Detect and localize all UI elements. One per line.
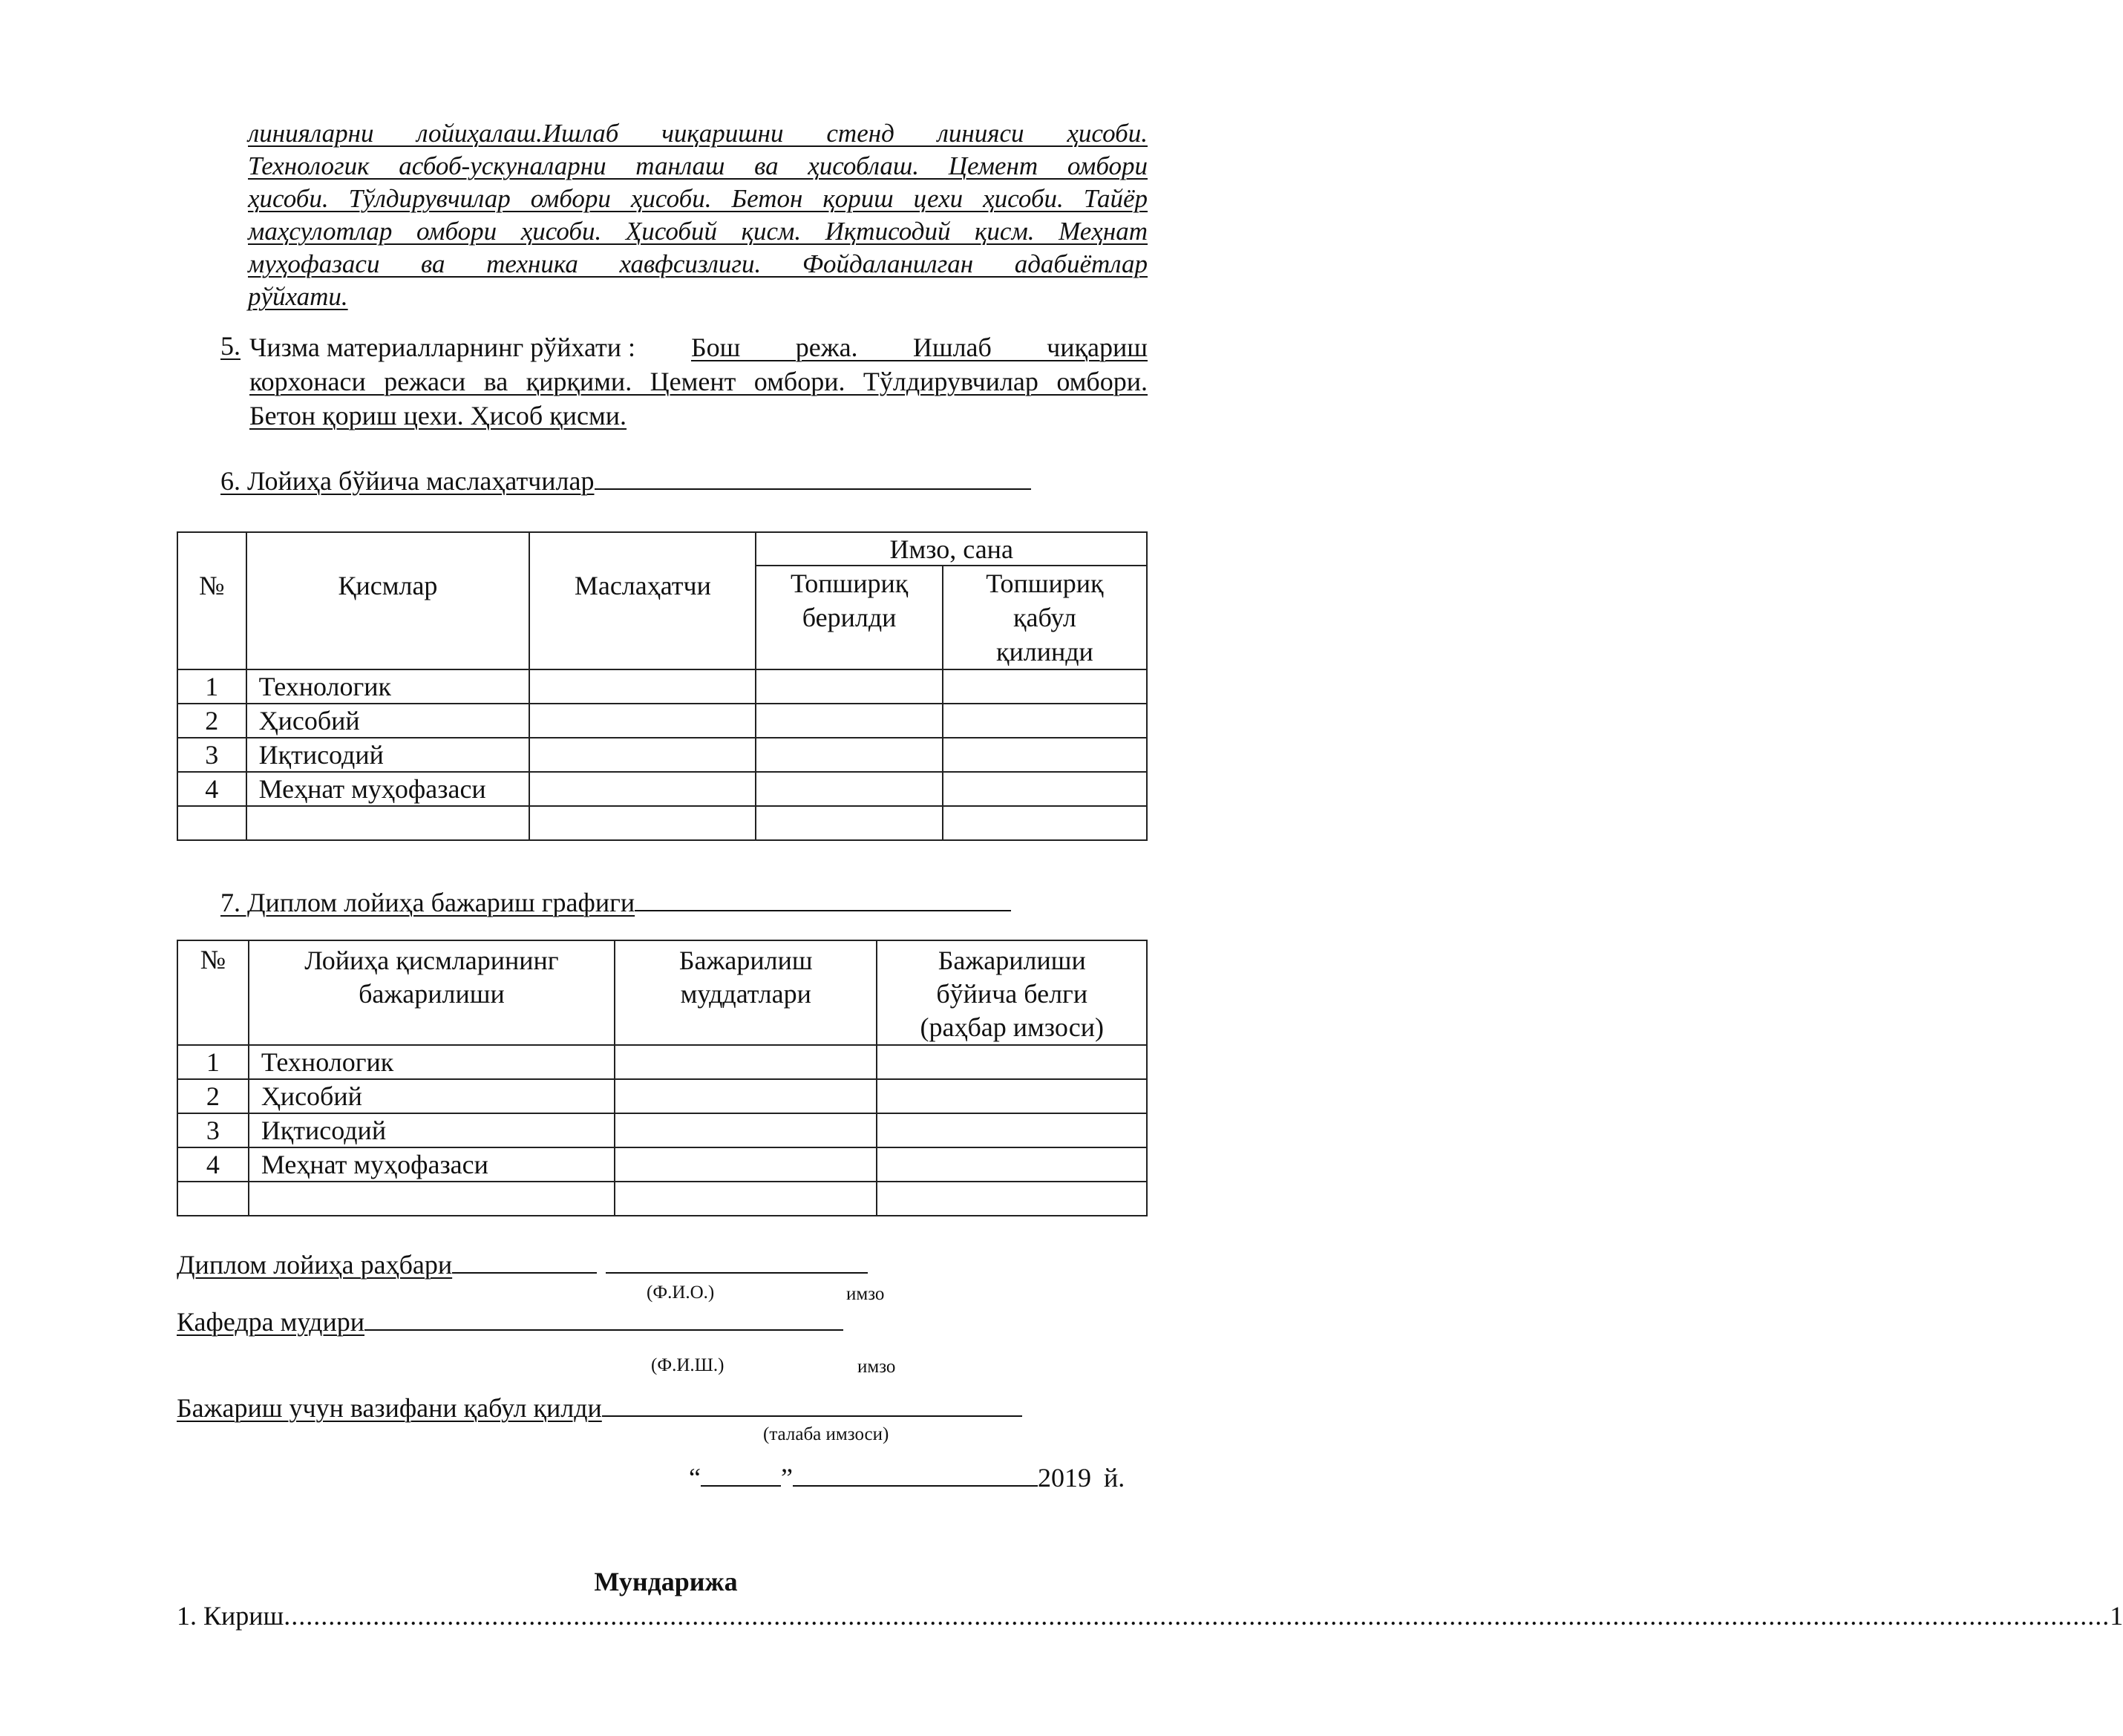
deadline-cell[interactable]: [615, 1147, 877, 1182]
contents-item[interactable]: [177, 1600, 2123, 1631]
table-row: [177, 806, 1147, 840]
given-cell[interactable]: [756, 704, 942, 738]
header-no: №: [177, 532, 246, 669]
header-task-accepted: Топшириқ қабул қилинди: [943, 566, 1147, 669]
consultant-cell[interactable]: [529, 806, 756, 840]
contents-title: Мундарижа: [594, 1567, 738, 1596]
consultant-cell[interactable]: [529, 669, 756, 704]
given-cell[interactable]: [756, 738, 942, 772]
table-row: 3 Иқтисодий: [177, 1113, 1147, 1147]
consultant-cell[interactable]: [529, 738, 756, 772]
student-sign-caption: (талаба имзоси): [763, 1424, 889, 1444]
table-row: 2 Ҳисобий: [177, 704, 1147, 738]
accepted-cell[interactable]: [943, 738, 1147, 772]
header-parts: Лойиҳа қисмларининг бажарилиши: [249, 940, 615, 1045]
section4-line: муҳофазаси ва техника хавфсизлиги. Фойдаланилган адабиётлар: [248, 249, 1148, 278]
section4-line: маҳсулотлар омбори ҳисоби. Ҳисобий қисм. Иқтисодий қисм. Меҳнат: [248, 217, 1148, 246]
supervisor-signature: [177, 1249, 868, 1280]
section4-line: Технологик асбоб-ускуналарни танлаш ва ҳисоблаш. Цемент омбори: [248, 151, 1148, 180]
mark-cell[interactable]: [877, 1045, 1147, 1079]
date-open-quote: “: [689, 1463, 701, 1493]
head-label: Кафедра мудири: [177, 1307, 365, 1337]
accepted-label: Бажариш учун вазифани қабул қилди: [177, 1393, 602, 1423]
section5-line: корхонаси режаси ва қирқими. Цемент омбори. Тўлдирувчилар омбори.: [249, 367, 1148, 396]
table-header-row: [177, 940, 1147, 1045]
accepted-signature: [177, 1392, 1022, 1424]
section4-line: рўйхати.: [248, 282, 348, 311]
section7-heading-line: [635, 888, 1011, 911]
accepted-cell[interactable]: [943, 704, 1147, 738]
accepted-cell[interactable]: [943, 806, 1147, 840]
head-signature: [177, 1306, 843, 1337]
table-row: 2 Ҳисобий: [177, 1079, 1147, 1113]
head-sign-caption: имзо: [857, 1357, 896, 1377]
mark-cell[interactable]: [877, 1182, 1147, 1216]
mark-cell[interactable]: [877, 1079, 1147, 1113]
section4-line: линияларни лойиҳалаш.Ишлаб чиқаришни стенд линияси ҳисоби.: [248, 119, 1148, 148]
header-task-given: Топшириқ берилди: [756, 566, 942, 669]
student-sign-line[interactable]: [602, 1393, 1022, 1417]
section5-value-text: Бош режа. Ишлаб чиқариш: [691, 333, 1148, 362]
table-row: 4 Меҳнат муҳофазаси: [177, 1147, 1147, 1182]
head-sign-line[interactable]: [364, 1307, 843, 1331]
accepted-cell[interactable]: [943, 772, 1147, 806]
section7-heading: [220, 887, 1011, 918]
contents-item-label: 1. Кириш: [177, 1601, 284, 1631]
consultants-table: [177, 531, 1148, 841]
header-consultant: Маслаҳатчи: [529, 532, 756, 669]
month-line[interactable]: [793, 1463, 1038, 1487]
given-cell[interactable]: [756, 806, 942, 840]
section4-line: ҳисоби. Тўлдирувчилар омбори ҳисоби. Бетон қориш цехи ҳисоби. Тайёр: [248, 184, 1148, 213]
header-sign-date: Имзо, сана: [756, 532, 1147, 566]
table-row: 4 Меҳнат муҳофазаси: [177, 772, 1147, 806]
section7-heading-text: 7. Диплом лойиҳа бажариш графиги: [220, 888, 635, 917]
section5-number: 5.: [220, 331, 241, 361]
supervisor-sign-line[interactable]: [606, 1250, 868, 1274]
supervisor-fio-caption: (Ф.И.О.): [647, 1283, 715, 1303]
date-line: [689, 1462, 1125, 1493]
deadline-cell[interactable]: [615, 1045, 877, 1079]
section5-label: Чизма материалларнинг рўйхати :: [249, 333, 636, 362]
accepted-cell[interactable]: [943, 669, 1147, 704]
section6-heading: [220, 465, 1031, 497]
day-line[interactable]: [701, 1463, 781, 1487]
contents-item-page: 1: [2110, 1601, 2123, 1631]
head-fio-caption: (Ф.И.Ш.): [651, 1355, 724, 1375]
supervisor-name-line[interactable]: [452, 1250, 597, 1274]
given-cell[interactable]: [756, 669, 942, 704]
section6-heading-text: 6. Лойиҳа бўйича маслаҳатчилар: [220, 466, 595, 496]
header-no: №: [177, 940, 249, 1045]
section5-line: Бетон қориш цехи. Ҳисоб қисми.: [249, 401, 627, 430]
date-year: 2019 й.: [1037, 1463, 1125, 1493]
section4-paragraph: [248, 117, 1148, 313]
table-row: 1 Технологик: [177, 1045, 1147, 1079]
section6-heading-line: [595, 466, 1031, 490]
supervisor-label: Диплом лойиҳа раҳбари: [177, 1250, 453, 1280]
header-parts: Қисмлар: [246, 532, 530, 669]
supervisor-sign-caption: имзо: [846, 1284, 885, 1304]
header-mark: Бажарилиши бўйича белги (раҳбар имзоси): [877, 940, 1147, 1045]
table-row: [177, 1182, 1147, 1216]
deadline-cell[interactable]: [615, 1182, 877, 1216]
mark-cell[interactable]: [877, 1147, 1147, 1182]
section5-paragraph: [249, 330, 1148, 433]
header-deadline: Бажарилиш муддатлари: [615, 940, 877, 1045]
deadline-cell[interactable]: [615, 1079, 877, 1113]
table-row: 1 Технологик: [177, 669, 1147, 704]
mark-cell[interactable]: [877, 1113, 1147, 1147]
schedule-table: [177, 940, 1148, 1216]
contents-item-leader: ......................................................................................................................................................................................................................................................: [284, 1601, 2110, 1631]
consultant-cell[interactable]: [529, 704, 756, 738]
deadline-cell[interactable]: [615, 1113, 877, 1147]
consultant-cell[interactable]: [529, 772, 756, 806]
table-row: 3 Иқтисодий: [177, 738, 1147, 772]
section5-value-line1: [661, 330, 1148, 364]
date-close-quote: ”: [780, 1463, 793, 1493]
given-cell[interactable]: [756, 772, 942, 806]
table-header-row: [177, 532, 1147, 566]
